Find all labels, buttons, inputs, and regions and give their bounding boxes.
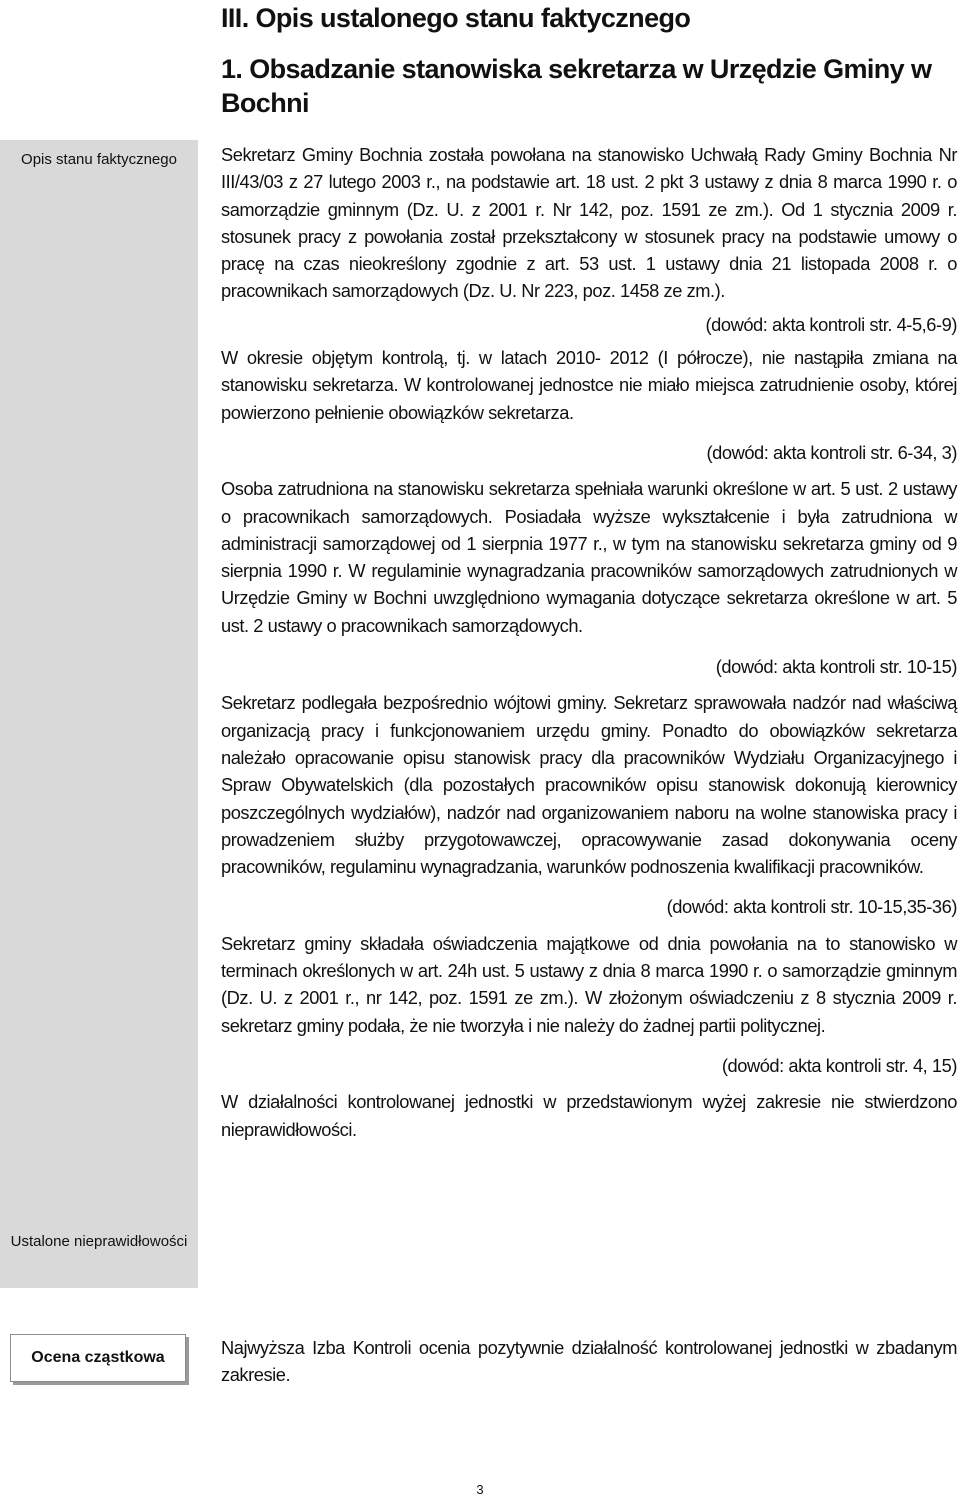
evidence-note-2: (dowód: akta kontroli str. 6-34, 3) [706,441,957,463]
paragraph-qualifications: Osoba zatrudniona na stanowisku sekretarza spełniała warunki określone w art. 5 ust. 2 ustawy o pracownikach samorządowych. Posiadała wyższe wykształcenie i była zatrudniona w administracji samorządowej od 1 sierpnia 1977 r., w tym na stanowisku sekretarza gminy od 9 sierpnia 1990 r. W regulaminie wynagradzania pracowników samorządowych zatrudnionych w Urzędzie Gminy w Bochni uwzględniono wymagania dotyczące sekretarza określone w art. 5 ust. 2 ustawy o pracownikach samorządowych. [221,478,957,636]
assessment-content [221,1334,957,1389]
paragraph-declarations: Sekretarz gminy składała oświadczenia majątkowe od dnia powołania na to stanowisko w terminach określonych w art. 24h ust. 5 ustawy z dnia 8 marca 1990 r. o samorządzie gminnym (Dz. U. z 2001 r., nr 142, poz. 1591 ze zm.). W złożonym oświadczeniu z 8 stycznia 2009 r. sekretarz gminy podała, że nie tworzyła i nie należy do żadnej partii politycznej. [221,932,957,1036]
paragraph-appointment: Sekretarz Gminy Bochnia została powołana na stanowisko Uchwałą Rady Gminy Bochnia Nr III/43/03 z 27 lutego 2003 r., na podstawie art. 18 ust. 2 pkt 3 ustawy z dnia 8 marca 1990 r. o samorządzie gminnym (Dz. U. z 2001 r. Nr 142, poz. 1591 ze zm.). Od 1 stycznia 2009 r. stosunek pracy z powołania został przekształcony w stosunek pracy na podstawie umowy o pracę na czas nieokreślony zgodnie z art. 53 ust. 1 ustawy dnia 21 listopada 2008 r. o pracownikach samorządowych (Dz. U. Nr 223, poz. 1458 ze zm.). [221,144,957,302]
section-heading: III. Opis ustalonego stanu faktycznego [221,3,691,33]
evidence-note-5: (dowód: akta kontroli str. 4, 15) [721,1054,957,1076]
paragraph-no-change: W okresie objętym kontrolą, tj. w latach 2010- 2012 (I półrocze), nie nastąpiła zmiana na stanowisku sekretarza. W kontrolowanej jednostce nie miało miejsca zatrudnienie osoby, której powierzono pełnienie obowiązków sekretarza. [221,347,957,423]
evidence-note-1: (dowód: akta kontroli str. 4-5,6-9) [705,313,957,335]
page-number: 3 [476,1482,484,1497]
subsection-heading: 1. Obsadzanie stanowiska sekretarza w Urzędzie Gminy w Bochni [221,54,932,118]
main-content [221,141,957,1143]
margin-label-irregularities: Ustalone nieprawidłowości [10,1233,188,1250]
margin-label-facts: Opis stanu faktycznego [21,151,177,168]
paragraph-no-irregularities: W działalności kontrolowanej jednostki w przedstawionym wyżej zakresie nie stwierdzono nieprawidłowości. [221,1091,957,1140]
paragraph-duties: Sekretarz podlegała bezpośrednio wójtowi gminy. Sekretarz sprawowała nadzór nad właściwą organizacją pracy i funkcjonowaniem urzędu gminy. Ponadto do obowiązków sekretarza należało opracowanie opisu stanowisk pracy dla pracowników Wydziału Organizacyjnego i Spraw Obywatelskich (dla pozostałych pracowników opisu stanowisk dokonują kierownicy poszczególnych wydziałów), nadzór nad organizowaniem naboru na wolne stanowiska pracy i prowadzeniem służby przygotowawczej, opracowywanie zasad dokonywania oceny pracowników, regulaminu wynagradzania, warunków podnoszenia kwalifikacji pracowników. [221,692,957,878]
evidence-note-3: (dowód: akta kontroli str. 10-15) [715,656,957,678]
sidebar-margin [0,140,198,1288]
evidence-note-4: (dowód: akta kontroli str. 10-15,35-36) [666,896,957,918]
paragraph-assessment: Najwyższa Izba Kontroli ocenia pozytywnie działalność kontrolowanej jednostki w zbadanym zakresie. [221,1337,957,1386]
partial-assessment-label: Ocena cząstkowa [10,1334,186,1382]
